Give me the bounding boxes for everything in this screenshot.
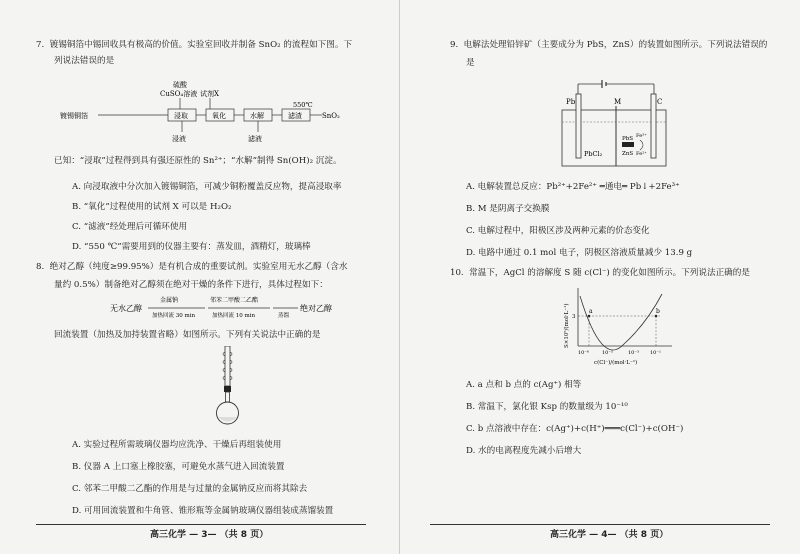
q7-reagent1-top: 硫酸 [173,81,187,89]
q8-stem-line2: 量约 0.5%）制备绝对乙醇须在绝对干燥的条件下进行，具体过程如下： [54,280,328,290]
q8-stem-line3: 回流装置（加热及加持装置省略）如图所示。下列有关说法中正确的是 [54,330,321,340]
q10-point-a-label: a [589,308,593,315]
left-page-footer: 高三化学 — 3— （共 8 页） [150,530,269,540]
q10-point-b-label: b [656,308,660,315]
q8-option-a[interactable]: A. 实验过程所需玻璃仪器均应洗净、干燥后再组装使用 [72,440,282,450]
q7-step-leach-label: 浸取 [174,112,188,120]
q10-xtick-0: 10⁻⁶ [578,350,590,356]
q8-flow-end: 绝对乙醇 [300,304,332,313]
left-footer-rule [36,524,366,525]
electrode-pb-label: Pb [566,98,576,106]
q7-option-c[interactable]: C. “滤液”经处理后可循环使用 [72,222,188,232]
q9-option-b[interactable]: B. M 是阴离子交换膜 [466,204,550,214]
q9-option-c[interactable]: C. 电解过程中，阳极区涉及两种元素的价态变化 [466,226,650,236]
q7-output2: 滤液 [248,135,262,143]
q8-step2-bottom: 加热回流 10 min [212,313,256,319]
q9-option-a[interactable]: A. 电解装置总反应：Pb²⁺+2Fe²⁺ ═通电═ Pb↓+2Fe³⁺ [466,182,680,192]
q9-stem-line2: 是 [466,58,475,68]
q7-option-b[interactable]: B. “氧化”过程使用的试剂 X 可以是 H₂O₂ [72,202,232,212]
q8-flow-diagram [110,296,360,326]
q7-flow-start: 镀锡铜箔 [60,112,88,120]
solution-label: PbCl₂ [584,150,603,158]
q9-option-d[interactable]: D. 电路中通过 0.1 mol 电子，阴极区溶液质量减少 13.9 g [466,248,693,258]
q10-stem-line1: 10. 常温下，AgCl 的溶解度 S 随 c(Cl⁻) 的变化如图所示。下列说法正确的是 [450,268,750,278]
q7-reagent1-bottom: CuSO₄溶液 [160,90,198,98]
q10-ylabel: S×10⁵/(mol·L⁻¹) [564,303,570,348]
q10-curve [580,294,662,350]
q7-note: 已知：“浸取”过程得到具有强还原性的 Sn²⁺；“水解”制得 Sn(OH)₂ 沉淀。 [54,156,342,166]
q8-stem-line1: 8. 绝对乙醇（纯度≥99.95%）是有机合成的重要试剂。实验室用无水乙醇（含水 [36,262,348,272]
electrode-c-label: C [657,98,663,106]
right-page-footer: 高三化学 — 4— （共 8 页） [550,530,669,540]
q8-flow-start: 无水乙醇 [110,304,142,313]
q10-option-c[interactable]: C. b 点溶液中存在：c(Ag⁺)+c(H⁺)═══c(Cl⁻)+c(OH⁻) [466,424,684,434]
electrolysis-cell-diagram [560,80,670,170]
q7-stem-line2: 列说法错误的是 [54,56,115,66]
q10-xtick-3: 10⁻¹ [650,350,662,356]
right-footer-rule [430,524,770,525]
q7-option-a[interactable]: A. 向浸取液中分次加入镀锡铜箔，可减少铜粉覆盖反应物，提高浸取率 [72,182,342,192]
q7-step-oxidize-label: 氧化 [212,112,226,120]
right-page [400,0,800,554]
q8-option-d[interactable]: D. 可用回流装置和牛角管、锥形瓶等金属钠玻璃仪器组装成蒸馏装置 [72,506,334,516]
membrane-label: M [614,98,622,106]
q7-output1: 浸液 [172,135,186,143]
q10-option-b[interactable]: B. 常温下，氯化银 Ksp 的数量级为 10⁻¹⁰ [466,402,628,412]
q8-option-c[interactable]: C. 邻苯二甲酸二乙酯的作用是与过量的金属钠反应而将其除去 [72,484,308,494]
solubility-curve-chart [558,284,678,368]
q8-step1-bottom: 加热回流 30 min [152,313,196,319]
q10-xlabel: c(Cl⁻)/(mol·L⁻¹) [594,360,638,366]
q7-option-d[interactable]: D. “550 ℃”需要用到的仪器主要有：蒸发皿，酒精灯，玻璃棒 [72,242,311,252]
ion-pbs: PbS [622,136,633,142]
ion-fe3: Fe³⁺ [636,133,647,139]
q8-step1-top: 金属钠 [160,297,179,304]
q10-xtick-2: 10⁻³ [628,350,640,356]
q7-step-residue-label: 滤渣 [288,112,302,120]
q10-ytick: 3 [572,314,576,320]
q8-step3-bottom: 蒸馏 [278,313,290,319]
ion-zns: ZnS [622,151,634,157]
q7-temp: 550℃ [293,101,313,109]
q10-option-a[interactable]: A. a 点和 b 点的 c(Ag⁺) 相等 [466,380,582,390]
q7-step-hydrolyze-label: 水解 [250,112,264,120]
q7-product: SnO₂ [322,112,340,120]
q10-xtick-1: 10⁻⁵ [602,350,614,356]
q8-step2-top: 邻苯二甲酸二乙酯 [210,297,259,304]
q7-reagent2: 试剂X [200,90,219,98]
q10-option-d[interactable]: D. 水的电离程度先减小后增大 [466,446,582,456]
reflux-apparatus-diagram [208,346,248,428]
q9-stem-line1: 9. 电解法处理铅锌矿（主要成分为 PbS，ZnS）的装置如图所示。下列说法错误的 [450,40,768,50]
ion-fe2: Fe²⁺ [636,151,647,157]
q7-flow-diagram [60,80,350,150]
q8-option-b[interactable]: B. 仪器 A 上口塞上橡胶塞，可避免水蒸气进入回流装置 [72,462,285,472]
q7-stem-line1: 7. 镀锡铜箔中锡回收具有极高的价值。实验室回收并制备 SnO₂ 的流程如下图。下 [36,40,353,50]
